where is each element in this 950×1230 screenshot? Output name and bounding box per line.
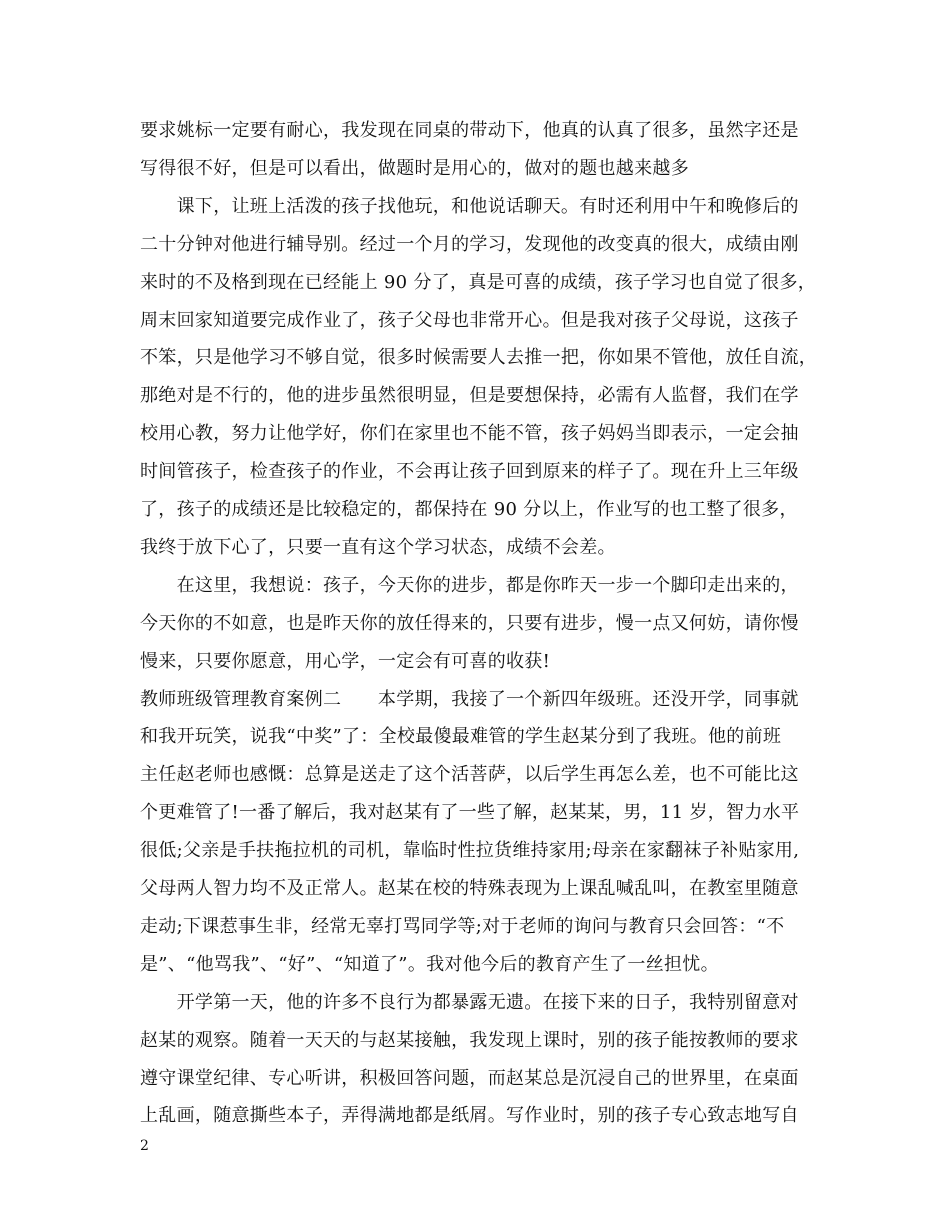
text-line: 开学第一天，他的许多不良行为都暴露无遗。在接下来的日子，我特别留意对 — [140, 991, 799, 1013]
text-line: 慢来，只要你愿意，用心学，一定会有可喜的收获! — [140, 650, 551, 672]
text-line: 和我开玩笑，说我“中奖”了：全校最傻最难管的学生赵某分到了我班。他的前班 — [140, 726, 782, 748]
text-line: 不笨，只是他学习不够自觉，很多时候需要人去推一把，你如果不管他，放任自流， — [140, 347, 818, 369]
text-line: 很低;父亲是手扶拖拉机的司机，靠临时性拉货维持家用;母亲在家翻袜子补贴家用, — [140, 840, 800, 862]
text-line: 周末回家知道要完成作业了，孩子父母也非常开心。但是我对孩子父母说，这孩子 — [140, 309, 799, 331]
text-line: 主任赵老师也感慨：总算是送走了这个活菩萨，以后学生再怎么差，也不可能比这 — [140, 764, 799, 786]
text-line: 要求姚标一定要有耐心，我发现在同桌的带动下，他真的认真了很多，虽然字还是 — [140, 120, 799, 141]
text-line: 来时的不及格到现在已经能上 90 分了，真是可喜的成绩，孩子学习也自觉了很多， — [140, 271, 817, 293]
text-line: 写得很不好，但是可以看出，做题时是用心的，做对的题也越来越多 — [140, 157, 689, 179]
text-line: 了，孩子的成绩还是比较稳定的，都保持在 90 分以上，作业写的也工整了很多， — [140, 499, 798, 520]
text-line: 遵守课堂纪律、专心听讲，积极回答问题，而赵某总是沉浸自己的世界里，在桌面 — [140, 1067, 799, 1089]
text-line: 二十分钟对他进行辅导别。经过一个月的学习，发现他的改变真的很大，成绩由刚 — [140, 233, 799, 255]
text-line: 那绝对是不行的，他的进步虽然很明显，但是要想保持，必需有人监督，我们在学 — [140, 385, 799, 407]
text-line: 校用心教，努力让他学好，你们在家里也不能不管，孩子妈妈当即表示，一定会抽 — [140, 423, 799, 445]
text-line: 父母两人智力均不及正常人。赵某在校的特殊表现为上课乱喊乱叫，在教室里随意 — [140, 878, 799, 899]
text-line: 我终于放下心了，只要一直有这个学习状态，成绩不会差。 — [140, 536, 616, 558]
text-line: 赵某的观察。随着一天天的与赵某接触，我发现上课时，别的孩子能按教师的要求 — [140, 1029, 799, 1051]
page-number: 2 — [140, 1138, 149, 1154]
text-line: 课下，让班上活泼的孩子找他玩，和他说话聊天。有时还利用中午和晚修后的 — [140, 195, 799, 217]
text-line: 上乱画，随意撕些本子，弄得满地都是纸屑。写作业时，别的孩子专心致志地写自 — [140, 1105, 799, 1127]
text-line: 在这里，我想说：孩子，今天你的进步，都是你昨天一步一个脚印走出来的， — [140, 574, 799, 596]
text-line: 教师班级管理教育案例二 本学期，我接了一个新四年级班。还没开学，同事就 — [140, 688, 799, 710]
text-line: 时间管孩子，检查孩子的作业，不会再让孩子回到原来的样子了。现在升上三年级 — [140, 461, 799, 483]
text-line: 个更难管了!一番了解后，我对赵某有了一些了解，赵某某，男，11 岁，智力水平 — [140, 802, 800, 824]
text-line: 走动;下课惹事生非，经常无辜打骂同学等;对于老师的询问与教育只会回答：“不 — [140, 915, 785, 937]
text-line: 是”、“他骂我”、“好”、“知道了”。我对他今后的教育产生了一丝担忧。 — [140, 953, 719, 975]
text-line: 今天你的不如意，也是昨天你的放任得来的，只要有进步，慢一点又何妨，请你慢 — [140, 612, 799, 634]
